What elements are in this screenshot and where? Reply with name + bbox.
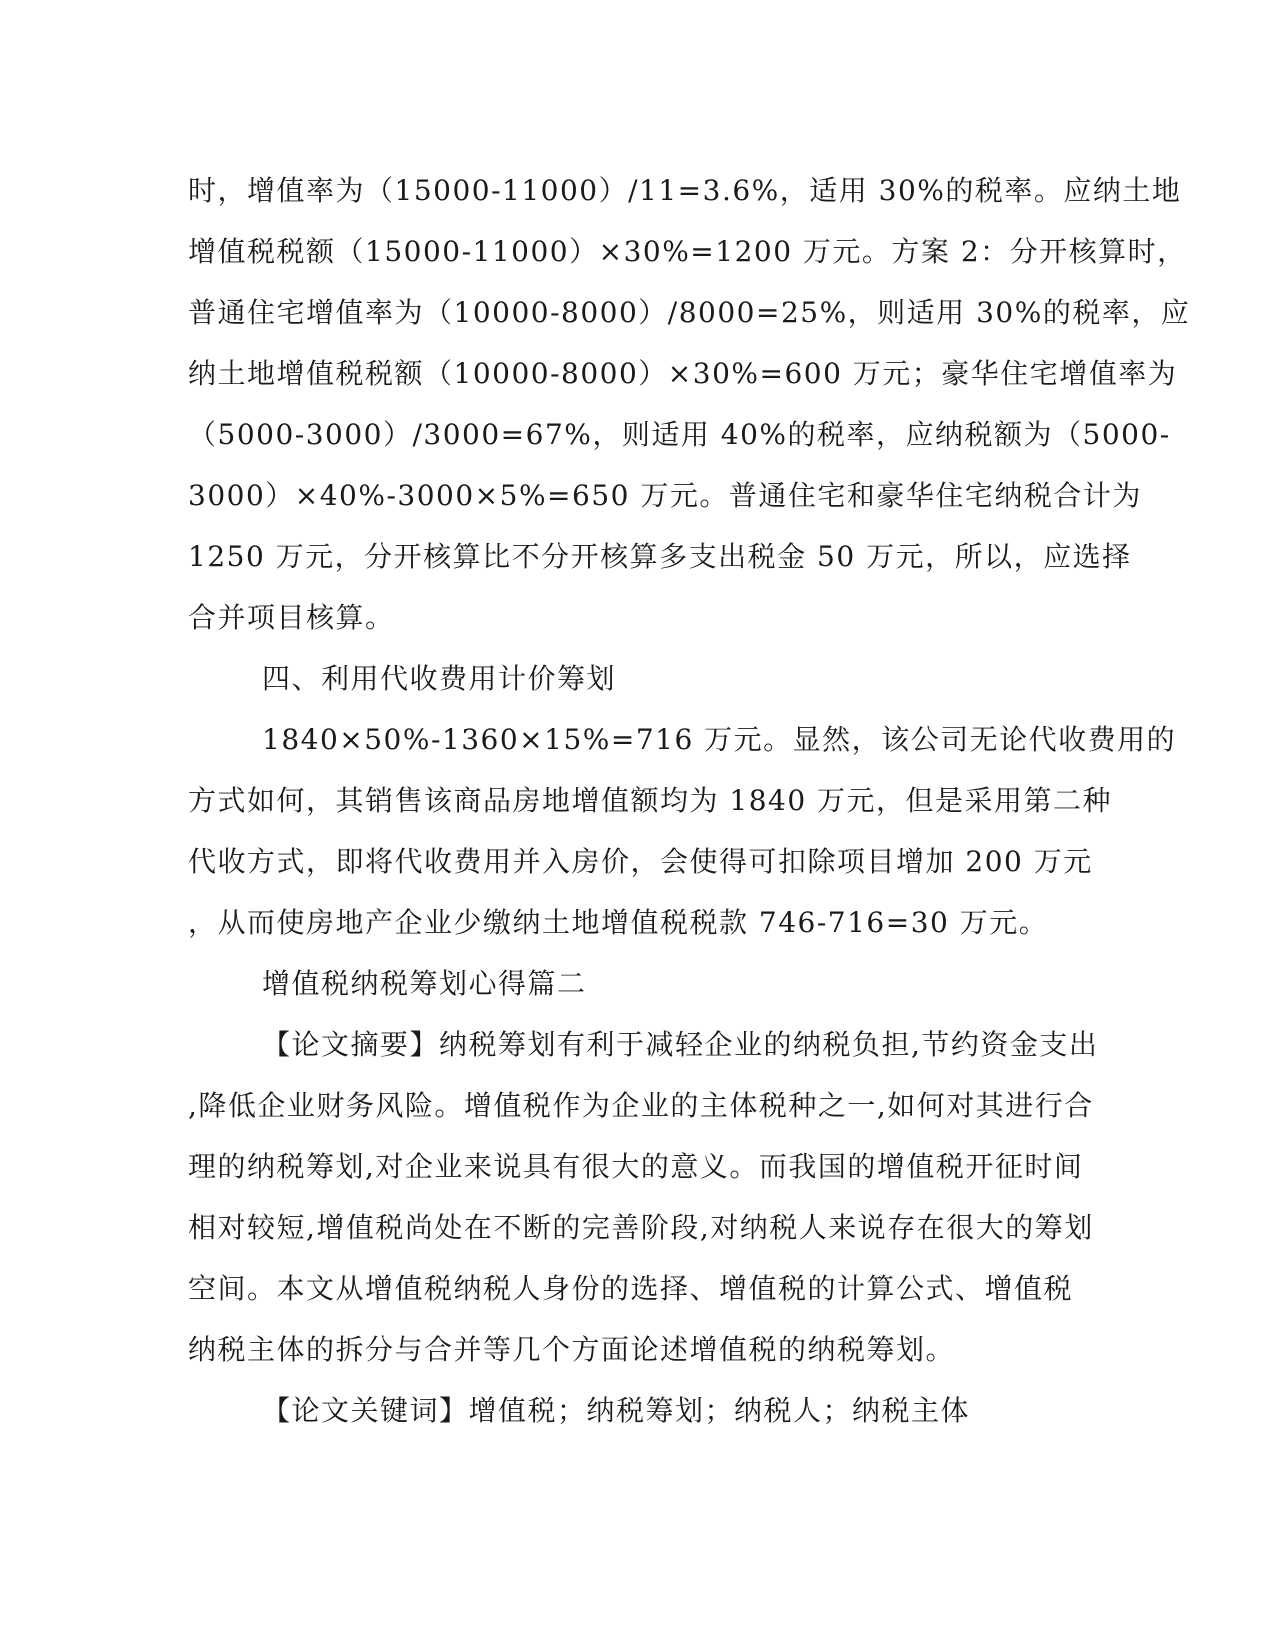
paragraph-collection-fees (188, 709, 1177, 953)
text-line: 1250 万元，分开核算比不分开核算多支出税金 50 万元，所以，应选择 (188, 540, 1132, 573)
text-line: 增值税税额（15000-11000）×30%=1200 万元。方案 2：分开核算时， (188, 235, 1187, 268)
text-line: 纳土地增值税税额（10000-8000）×30%=600 万元；豪华住宅增值率为 (188, 357, 1178, 390)
text-line: 代收方式，即将代收费用并入房价，会使得可扣除项目增加 200 万元 (188, 845, 1093, 878)
section-heading: 四、利用代收费用计价筹划 (262, 662, 617, 695)
article-title: 增值税纳税筹划心得篇二 (262, 967, 587, 1000)
text-line: ，从而使房地产企业少缴纳土地增值税税款 746-716=30 万元。 (188, 906, 1049, 939)
text-line: 方式如何，其销售该商品房地增值额均为 1840 万元，但是采用第二种 (188, 784, 1113, 817)
keywords-line: 【论文关键词】增值税；纳税筹划；纳税人；纳税主体 (262, 1394, 971, 1427)
text-line: 相对较短,增值税尚处在不断的完善阶段,对纳税人来说存在很大的筹划 (188, 1211, 1094, 1244)
text-line: ,降低企业财务风险。增值税作为企业的主体税种之一,如何对其进行合 (188, 1089, 1094, 1122)
paragraph-abstract (188, 1014, 1099, 1380)
text-line: 普通住宅增值率为（10000-8000）/8000=25%，则适用 30%的税率，应 (188, 296, 1191, 329)
text-line: 3000）×40%-3000×5%=650 万元。普通住宅和豪华住宅纳税合计为 (188, 479, 1142, 512)
document-body (188, 160, 1191, 1441)
text-line: 理的纳税筹划,对企业来说具有很大的意义。而我国的增值税开征时间 (188, 1150, 1084, 1183)
text-line: 空间。本文从增值税纳税人身份的选择、增值税的计算公式、增值税 (188, 1272, 1074, 1305)
text-line: （5000-3000）/3000=67%，则适用 40%的税率，应纳税额为（5000- (188, 418, 1171, 451)
paragraph-tax-calculation (188, 160, 1191, 648)
text-line: 纳税主体的拆分与合并等几个方面论述增值税的纳税筹划。 (188, 1333, 956, 1366)
text-line: 【论文摘要】纳税筹划有利于减轻企业的纳税负担,节约资金支出 (262, 1028, 1099, 1061)
text-line: 1840×50%-1360×15%=716 万元。显然，该公司无论代收费用的 (262, 723, 1177, 756)
text-line: 合并项目核算。 (188, 601, 395, 634)
text-line: 时，增值率为（15000-11000）/11=3.6%，适用 30%的税率。应纳土地 (188, 174, 1182, 207)
